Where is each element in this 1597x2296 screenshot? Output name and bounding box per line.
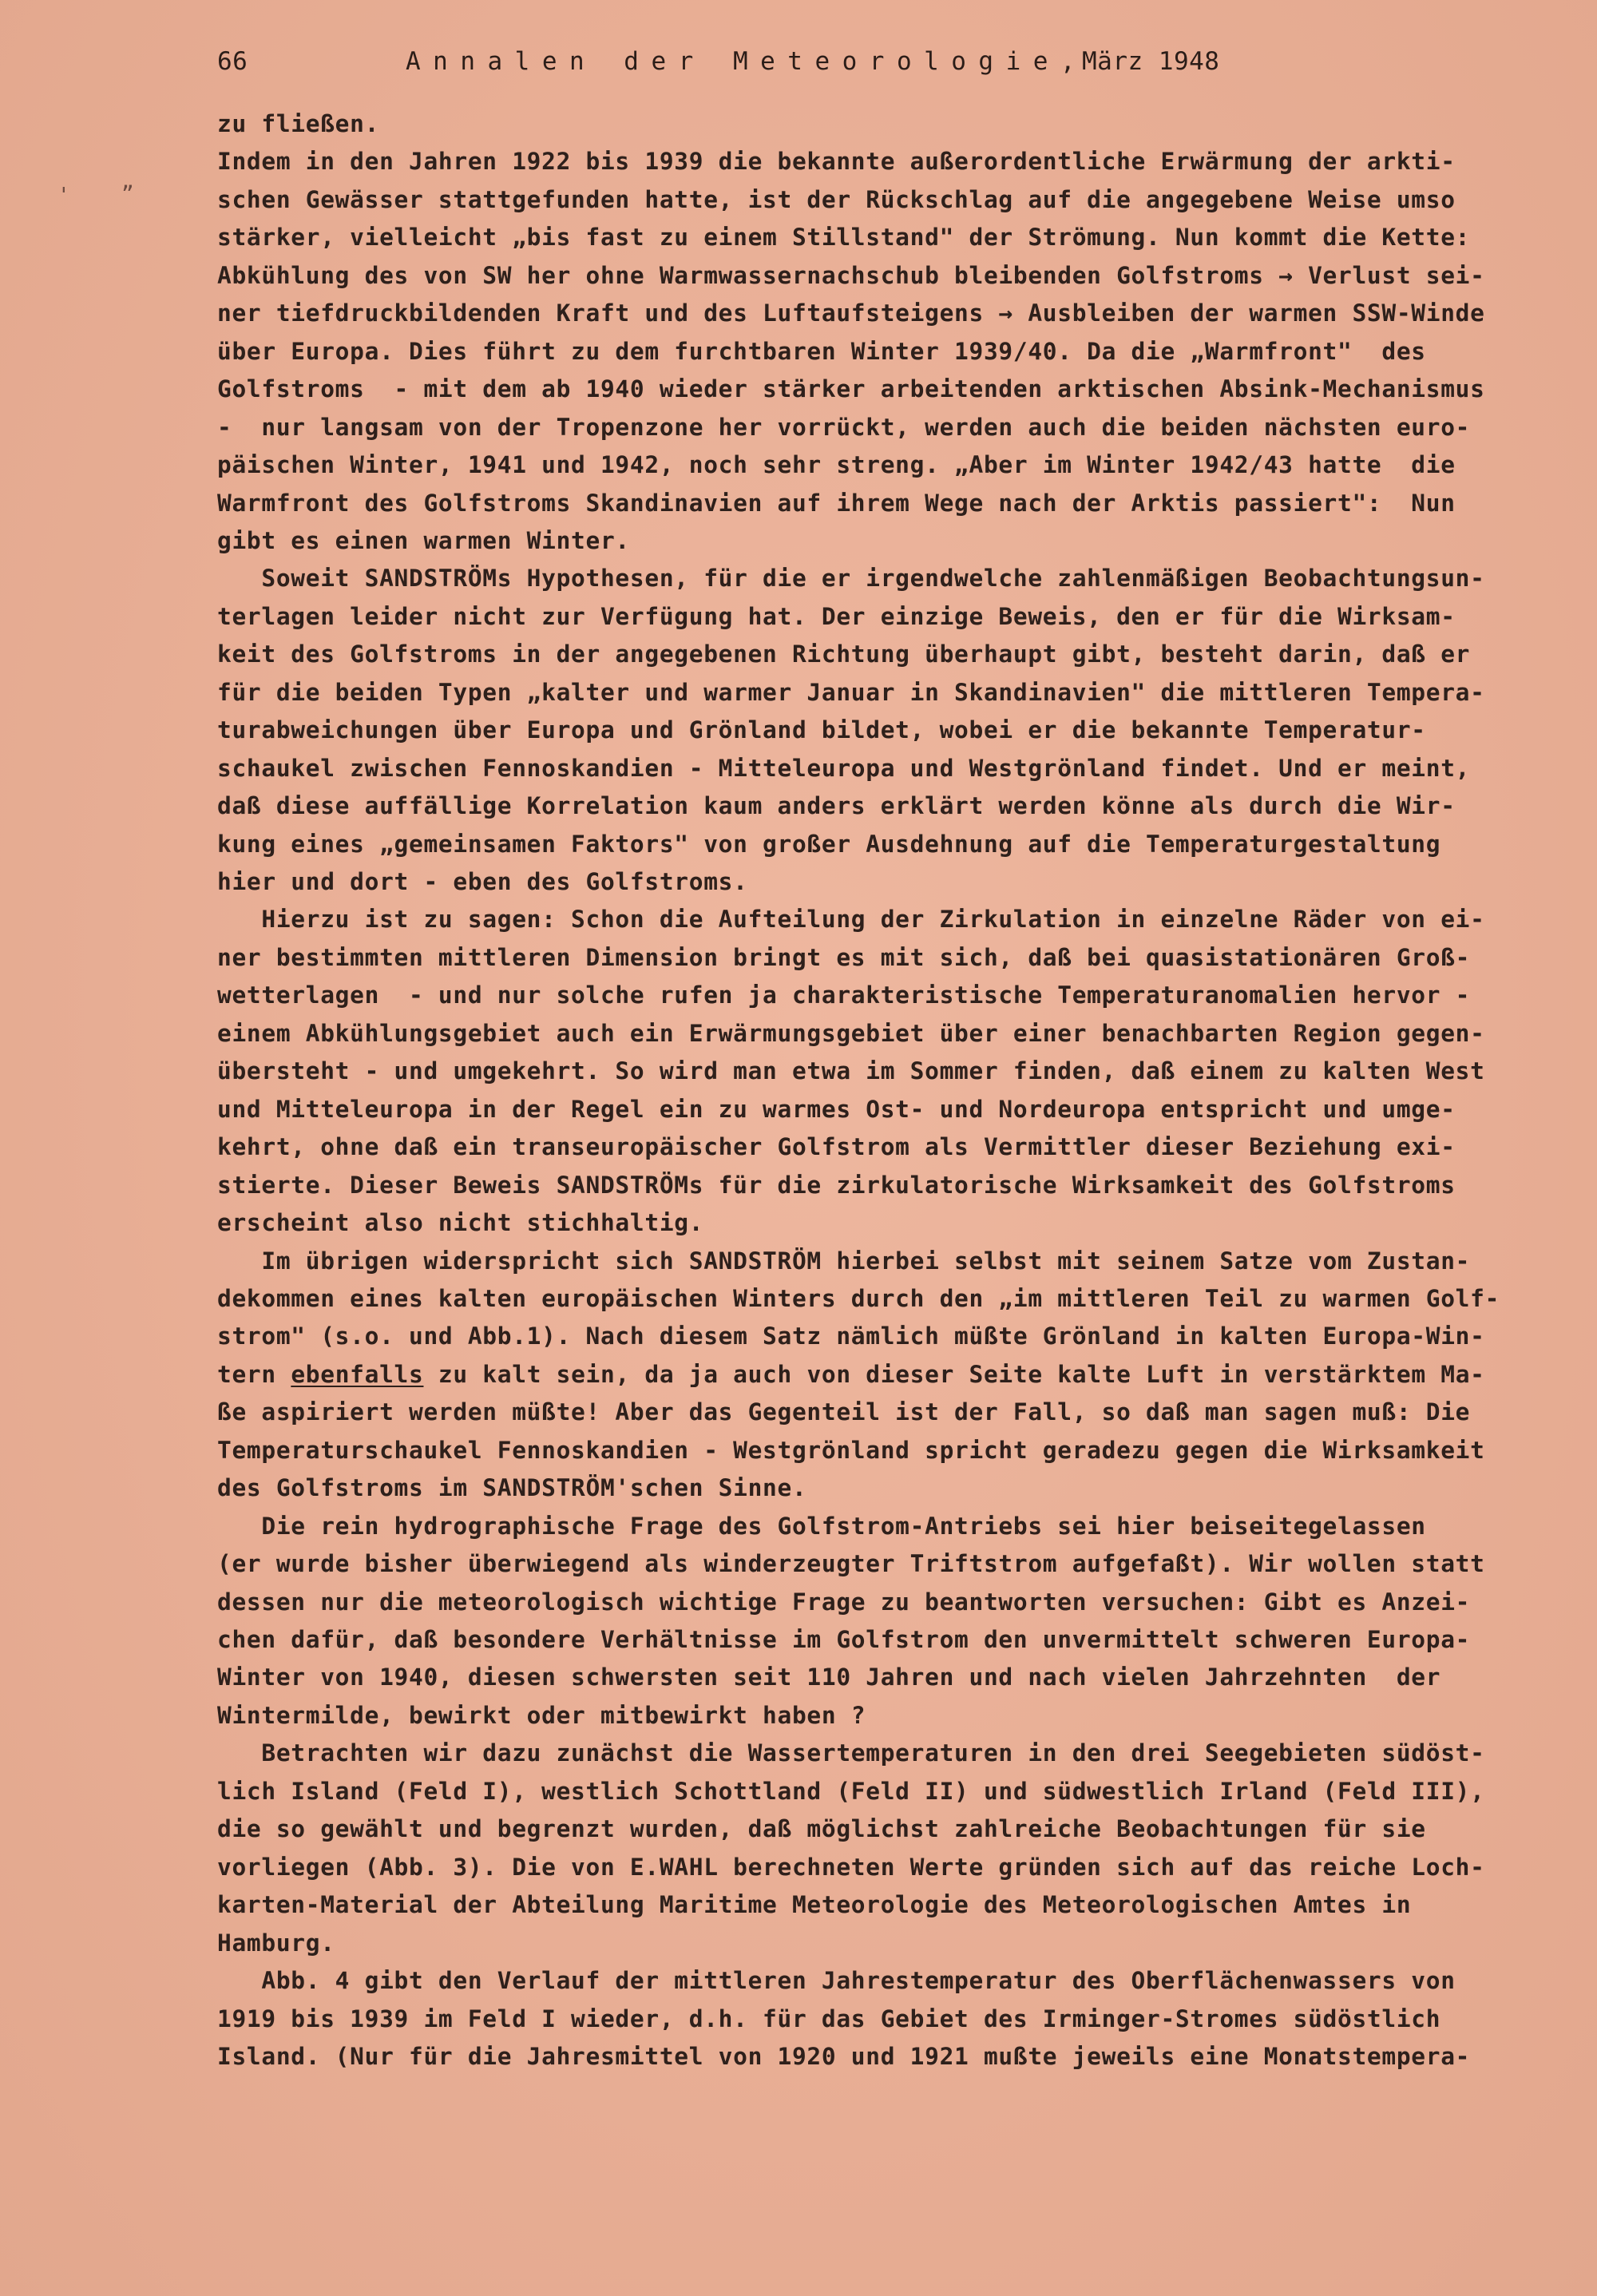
text-line: strom" (s.o. und Abb.1). Nach diesem Satz nämlich müßte Grönland in kalten Europa-Win- (217, 1322, 1485, 1350)
text-line: Abb. 4 gibt den Verlauf der mittleren Jahrestemperatur des Oberflächenwassers von (217, 1967, 1456, 1995)
text-line: tern ebenfalls zu kalt sein, da ja auch von dieser Seite kalte Luft in verstärktem Ma- (217, 1360, 1485, 1388)
page-number: 66 (217, 47, 248, 76)
margin-mark-icon: ” (121, 182, 134, 206)
page-header (217, 42, 1367, 81)
text-line: übersteht - und umgekehrt. So wird man etwa im Sommer finden, daß einem zu kalten West (217, 1057, 1485, 1085)
margin-mark-icon: ' (57, 184, 70, 208)
text-line: Betrachten wir dazu zunächst die Wassertemperaturen in den drei Seegebieten südöst- (217, 1739, 1485, 1767)
text-line: kung eines „gemeinsamen Faktors" von großer Ausdehnung auf die Temperaturgestaltung (217, 830, 1441, 858)
text-line: dekommen eines kalten europäischen Winters durch den „im mittleren Teil zu warmen Golf- (217, 1284, 1500, 1312)
text-line: Island. (Nur für die Jahresmittel von 1920 und 1921 mußte jeweils eine Monatstempera- (217, 2042, 1471, 2070)
text-line: Temperaturschaukel Fennoskandien - Westgrönland spricht geradezu gegen die Wirksamkeit (217, 1436, 1485, 1464)
text-line: 1919 bis 1939 im Feld I wieder, d.h. für das Gebiet des Irminger-Stromes südöstlich (217, 2005, 1441, 2032)
text-line: Die rein hydrographische Frage des Golfstrom-Antriebs sei hier beiseitegelassen (217, 1512, 1426, 1540)
text-line: Indem in den Jahren 1922 bis 1939 die bekannte außerordentliche Erwärmung der arkti- (217, 148, 1456, 176)
text-line: Wintermilde, bewirkt oder mitbewirkt haben ? (217, 1701, 866, 1729)
text-line: vorliegen (Abb. 3). Die von E.WAHL berechneten Werte gründen sich auf das reiche Loch- (217, 1853, 1485, 1881)
text-line: über Europa. Dies führt zu dem furchtbaren Winter 1939/40. Da die „Warmfront" des (217, 337, 1426, 365)
text-line: hier und dort - eben des Golfstroms. (217, 868, 748, 895)
text-line: chen dafür, daß besondere Verhältnisse im Golfstrom den unvermittelt schweren Europa- (217, 1626, 1471, 1653)
text-line: lich Island (Feld I), westlich Schottland (Feld II) und südwestlich Irland (Feld III), (217, 1777, 1485, 1805)
text-line: terlagen leider nicht zur Verfügung hat. Der einzige Beweis, den er für die Wirksam- (217, 602, 1456, 630)
journal-title: Annalen der Meteorologie, (406, 47, 1088, 76)
text-line: dessen nur die meteorologisch wichtige Frage zu beantworten versuchen: Gibt es Anzei- (217, 1588, 1471, 1616)
text-line: - nur langsam von der Tropenzone her vorrückt, werden auch die beiden nächsten euro- (217, 413, 1471, 441)
text-line: erscheint also nicht stichhaltig. (217, 1209, 704, 1237)
text-line: schen Gewässer stattgefunden hatte, ist der Rückschlag auf die angegebene Weise umso (217, 185, 1456, 213)
text-line: Winter von 1940, diesen schwersten seit 110 Jahren und nach vielen Jahrzehnten der (217, 1664, 1441, 1691)
text-line: stierte. Dieser Beweis SANDSTRÖMs für die zirkulatorische Wirksamkeit des Golfstroms (217, 1171, 1456, 1199)
text-line: einem Abkühlungsgebiet auch ein Erwärmungsgebiet über einer benachbarten Region gegen- (217, 1019, 1485, 1047)
issue-date: März 1948 (1082, 47, 1220, 76)
text-line: Hierzu ist zu sagen: Schon die Aufteilung der Zirkulation in einzelne Räder von ei- (217, 906, 1485, 934)
text-line: Hamburg. (217, 1929, 335, 1957)
text-line: die so gewählt und begrenzt wurden, daß möglichst zahlreiche Beobachtungen für sie (217, 1815, 1426, 1843)
text-line: des Golfstroms im SANDSTRÖM'schen Sinne. (217, 1474, 807, 1502)
text-line: Abkühlung des von SW her ohne Warmwassernachschub bleibenden Golfstroms → Verlust sei- (217, 261, 1485, 289)
text-line: schaukel zwischen Fennoskandien - Mitteleuropa und Westgrönland findet. Und er meint, (217, 754, 1471, 782)
text-line: stärker, vielleicht „bis fast zu einem Stillstand" der Strömung. Nun kommt die Kette: (217, 224, 1471, 252)
text-line: ße aspiriert werden müßte! Aber das Gegenteil ist der Fall, so daß man sagen muß: Die (217, 1398, 1471, 1426)
text-line: für die beiden Typen „kalter und warmer Januar in Skandinavien" die mittleren Tempera- (217, 678, 1485, 706)
text-line: Soweit SANDSTRÖMs Hypothesen, für die er irgendwelche zahlenmäßigen Beobachtungsun- (217, 565, 1485, 593)
text-line: daß diese auffällige Korrelation kaum anders erklärt werden könne als durch die Wir- (217, 792, 1456, 820)
text-line: päischen Winter, 1941 und 1942, noch sehr streng. „Aber im Winter 1942/43 hatte die (217, 451, 1456, 479)
text-line: karten-Material der Abteilung Maritime Meteorologie des Meteorologischen Amtes in (217, 1891, 1412, 1919)
text-line: ner bestimmten mittleren Dimension bringt es mit sich, daß bei quasistationären Groß- (217, 943, 1471, 971)
text-line: Im übrigen widerspricht sich SANDSTRÖM hierbei selbst mit seinem Satze vom Zustan- (217, 1247, 1471, 1275)
underlined-word: ebenfalls (291, 1360, 424, 1388)
text-line: (er wurde bisher überwiegend als winderzeugter Triftstrom aufgefaßt). Wir wollen statt (217, 1550, 1485, 1578)
text-line: gibt es einen warmen Winter. (217, 526, 630, 554)
text-line: zu fließen. (217, 110, 380, 137)
text-line: keit des Golfstroms in der angegebenen Richtung überhaupt gibt, besteht darin, daß er (217, 640, 1471, 668)
text-line: Warmfront des Golfstroms Skandinavien auf ihrem Wege nach der Arktis passiert": Nun (217, 489, 1456, 517)
text-line: kehrt, ohne daß ein transeuropäischer Golfstrom als Vermittler dieser Beziehung exi- (217, 1133, 1456, 1161)
text-line: und Mitteleuropa in der Regel ein zu warmes Ost- und Nordeuropa entspricht und umge- (217, 1095, 1456, 1123)
text-line: Golfstroms - mit dem ab 1940 wieder stärker arbeitenden arktischen Absink-Mechanismus (217, 375, 1485, 403)
text-line: wetterlagen - und nur solche rufen ja charakteristische Temperaturanomalien hervor - (217, 981, 1471, 1009)
text-line: ner tiefdruckbildenden Kraft und des Luftaufsteigens → Ausbleiben der warmen SSW-Winde (217, 299, 1485, 327)
text-line: turabweichungen über Europa und Grönland bildet, wobei er die bekannte Temperatur- (217, 716, 1426, 744)
